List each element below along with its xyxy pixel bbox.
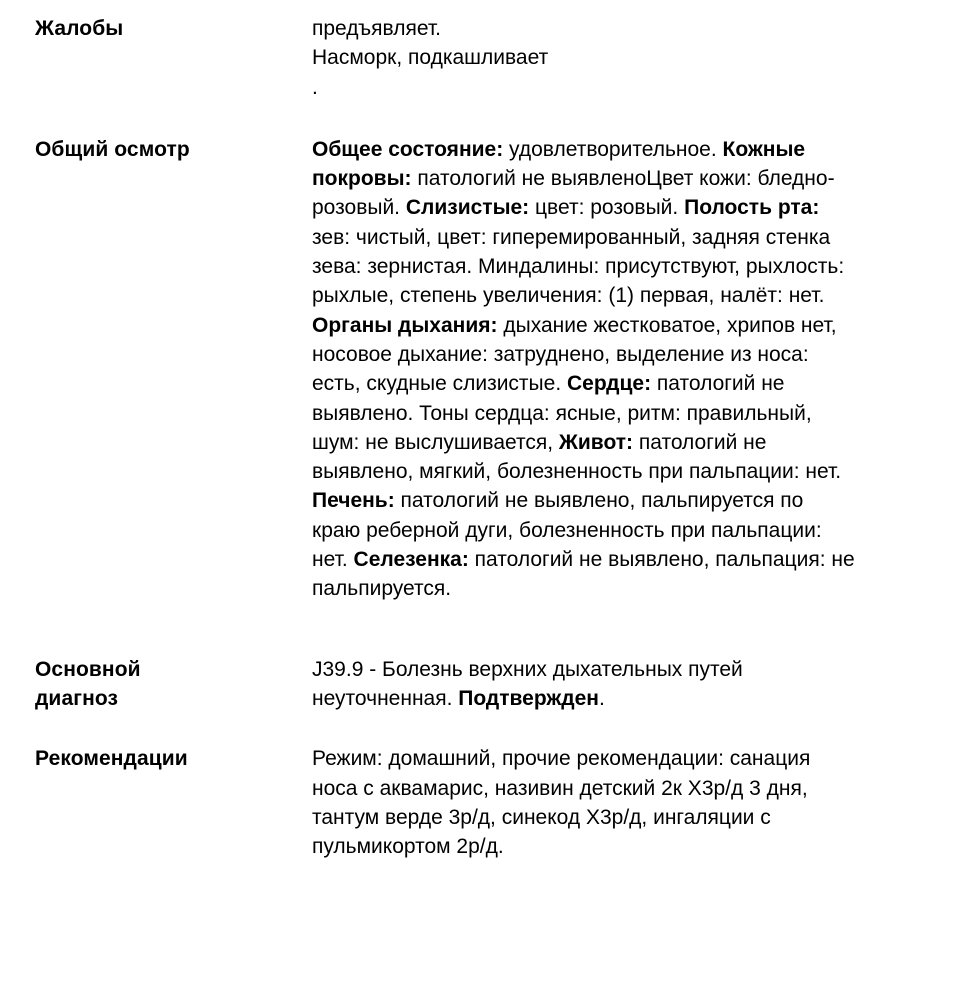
text-line — [312, 193, 922, 222]
text-line — [312, 399, 922, 428]
text-line — [312, 803, 922, 832]
text-run: Кожные — [722, 137, 806, 161]
text-line — [312, 369, 922, 398]
text-run: Сердце: — [567, 372, 652, 396]
text-run: патологий не выявлено, пальпация: не — [468, 548, 855, 572]
text-line — [312, 486, 922, 515]
section-content — [312, 14, 922, 102]
text-run: удовлетворительное. — [503, 137, 723, 161]
text-run: неуточненная. — [312, 686, 459, 710]
text-run: Органы дыхания: — [312, 313, 498, 337]
text-run: пульмикортом 2р/д. — [312, 835, 504, 859]
text-run: выявлено. Тоны сердца: ясные, ритм: правильный, — [312, 401, 812, 425]
text-run: рыхлые, степень увеличения: (1) первая, налёт: нет. — [312, 284, 825, 308]
text-line — [312, 14, 922, 43]
section-content — [312, 655, 922, 714]
text-run: Подтвержден — [458, 686, 599, 710]
text-run: . — [312, 75, 318, 99]
text-line — [312, 655, 922, 684]
text-run: зев: чистый, цвет: гиперемированный, задняя стенка — [312, 225, 831, 249]
record-section — [35, 14, 961, 102]
text-run: дыхание жестковатое, хрипов нет, — [497, 313, 837, 337]
text-line — [312, 43, 922, 72]
text-run: предъявляет. — [312, 17, 441, 40]
text-run: пальпируется. — [312, 577, 452, 601]
text-run: Общее состояние: — [312, 137, 504, 161]
text-run: Живот: — [558, 430, 634, 454]
text-line — [312, 164, 922, 193]
text-line — [312, 832, 922, 861]
text-run: тантум верде 3р/д, синекод Х3р/д, ингаляции с — [312, 805, 771, 829]
text-line — [312, 516, 922, 545]
section-content — [312, 744, 922, 861]
record-section — [35, 744, 961, 861]
text-line — [312, 135, 922, 164]
text-run: шум: не выслушивается, — [312, 430, 559, 454]
text-run: патологий не — [651, 372, 785, 396]
text-line — [312, 223, 922, 252]
text-run: есть, скудные слизистые. — [312, 372, 567, 396]
text-run: патологий не выявленоЦвет кожи: бледно- — [411, 167, 835, 191]
text-run: . — [599, 686, 605, 710]
text-run: носовое дыхание: затруднено, выделение из носа: — [312, 342, 809, 366]
text-run: Полость рта: — [684, 196, 820, 220]
text-line — [312, 684, 922, 713]
text-run: выявлено, мягкий, болезненность при пальпации: нет. — [312, 460, 842, 484]
record-section — [35, 655, 961, 714]
text-line — [312, 545, 922, 574]
text-line — [312, 73, 922, 102]
section-label: Жалобы — [35, 17, 124, 40]
text-line — [312, 428, 922, 457]
section-label: Общий осмотр — [35, 137, 190, 161]
text-line — [312, 311, 922, 340]
text-run: патологий не выявлено, пальпируется по — [394, 489, 804, 513]
text-run: Насморк, подкашливает — [312, 46, 549, 70]
text-run: Режим: домашний, прочие рекомендации: санация — [312, 747, 811, 771]
section-label: Основной диагноз — [35, 657, 141, 710]
section-content — [312, 135, 922, 604]
text-run: цвет: розовый. — [529, 196, 685, 220]
text-run: покровы: — [312, 167, 412, 191]
text-line — [312, 574, 922, 603]
text-line — [312, 744, 922, 773]
text-line — [312, 281, 922, 310]
text-run: зева: зернистая. Миндалины: присутствуют, рыхлость: — [312, 255, 845, 279]
text-run: патологий не — [633, 430, 767, 454]
text-run: Селезенка: — [353, 548, 469, 572]
text-run: носа с аквамарис, називин детский 2к Х3р/д 3 дня, — [312, 776, 808, 800]
text-run: Печень: — [312, 489, 395, 513]
text-run: Слизистые: — [405, 196, 530, 220]
section-label: Рекомендации — [35, 747, 188, 771]
text-line — [312, 774, 922, 803]
record-section — [35, 135, 961, 604]
text-line — [312, 340, 922, 369]
text-run: нет. — [312, 548, 354, 572]
text-line — [312, 457, 922, 486]
text-run: J39.9 - Болезнь верхних дыхательных путей — [312, 657, 743, 681]
text-line — [312, 252, 922, 281]
text-run: розовый. — [312, 196, 406, 220]
text-run: краю реберной дуги, болезненность при пальпации: — [312, 518, 822, 542]
